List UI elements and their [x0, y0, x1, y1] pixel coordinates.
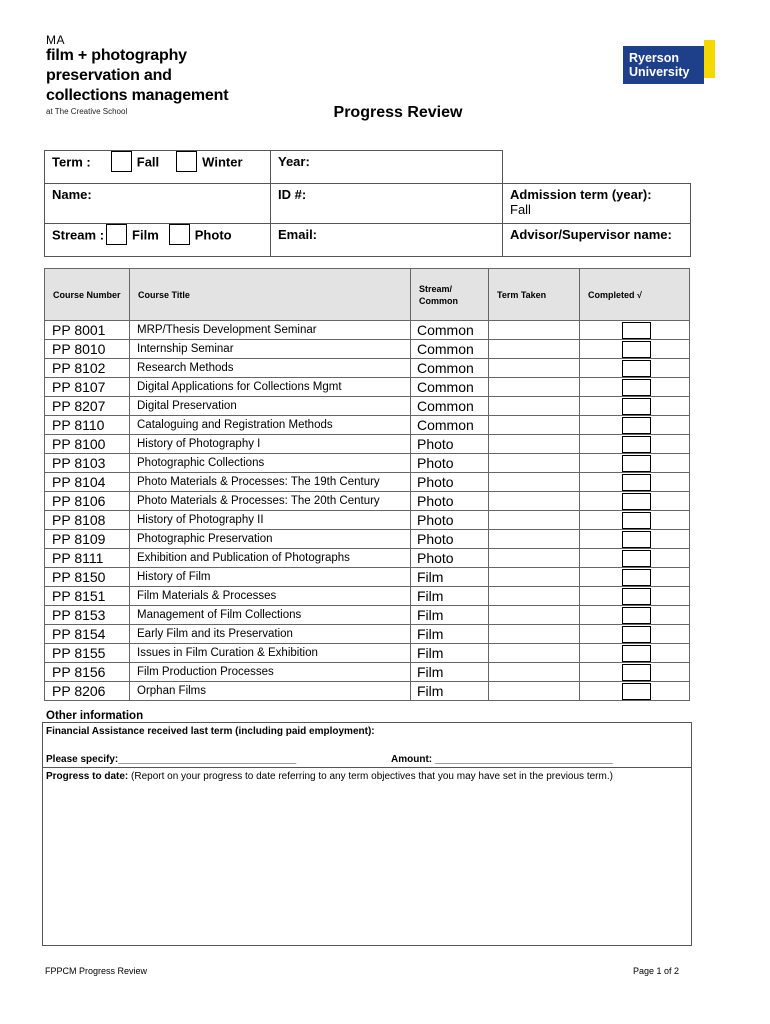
course-number: PP 8106 [45, 492, 130, 511]
course-title: Photo Materials & Processes: The 19th Century [130, 473, 411, 492]
header-course-number: Course Number [45, 269, 130, 321]
amount-field[interactable]: Amount: ________________________________ [391, 754, 613, 765]
course-title: Digital Applications for Collections Mgmt [130, 378, 411, 397]
completed-cell [580, 644, 690, 663]
course-row [45, 663, 690, 682]
course-number: PP 8153 [45, 606, 130, 625]
course-title: Photographic Collections [130, 454, 411, 473]
course-row [45, 340, 690, 359]
completed-cell [580, 682, 690, 701]
completed-cell [580, 492, 690, 511]
course-stream: Film [411, 663, 489, 682]
course-title: Cataloguing and Registration Methods [130, 416, 411, 435]
term-taken-field[interactable] [489, 321, 580, 340]
course-stream: Photo [411, 492, 489, 511]
empty-cell [503, 151, 691, 184]
term-cell [45, 151, 271, 184]
stream-photo-checkbox[interactable] [169, 224, 190, 245]
course-row [45, 625, 690, 644]
university-logo-accent [704, 40, 715, 78]
course-row [45, 359, 690, 378]
course-number: PP 8104 [45, 473, 130, 492]
progress-instructions: (Report on your progress to date referring to any term objectives that you may have set in the previous term.) [128, 771, 613, 782]
course-stream: Photo [411, 549, 489, 568]
course-stream: Common [411, 416, 489, 435]
term-taken-field[interactable] [489, 682, 580, 701]
course-number: PP 8107 [45, 378, 130, 397]
course-stream: Film [411, 644, 489, 663]
other-info-heading: Other information [46, 710, 144, 722]
logo-degree: MA [46, 33, 65, 47]
completed-checkbox[interactable] [622, 455, 651, 472]
course-title: Internship Seminar [130, 340, 411, 359]
term-taken-field[interactable] [489, 454, 580, 473]
course-row [45, 549, 690, 568]
header-course-title: Course Title [130, 269, 411, 321]
term-fall-checkbox[interactable] [111, 151, 132, 172]
term-taken-field[interactable] [489, 625, 580, 644]
term-taken-field[interactable] [489, 416, 580, 435]
term-taken-field[interactable] [489, 435, 580, 454]
course-number: PP 8103 [45, 454, 130, 473]
course-number: PP 8010 [45, 340, 130, 359]
course-number: PP 8156 [45, 663, 130, 682]
course-number: PP 8100 [45, 435, 130, 454]
completed-cell [580, 606, 690, 625]
term-taken-field[interactable] [489, 340, 580, 359]
course-title: Issues in Film Curation & Exhibition [130, 644, 411, 663]
course-stream: Common [411, 397, 489, 416]
term-fall-label: Fall [136, 154, 160, 170]
admission-label: Admission term (year): [510, 187, 652, 202]
stream-photo-label: Photo [194, 227, 232, 243]
course-stream: Common [411, 321, 489, 340]
course-title: History of Film [130, 568, 411, 587]
stream-cell [45, 224, 271, 257]
admission-field[interactable] [503, 184, 691, 224]
completed-cell [580, 378, 690, 397]
course-stream: Photo [411, 530, 489, 549]
stream-label: Stream : [52, 227, 105, 243]
completed-checkbox[interactable] [622, 664, 651, 681]
completed-cell [580, 663, 690, 682]
university-logo-line-1: Ryerson [629, 51, 680, 65]
logo-program-line-2: preservation and [46, 67, 172, 84]
course-title: Digital Preservation [130, 397, 411, 416]
term-taken-field[interactable] [489, 378, 580, 397]
completed-checkbox[interactable] [622, 626, 651, 643]
year-field[interactable] [271, 151, 503, 184]
header-term-taken: Term Taken [489, 269, 580, 321]
logo-program-line-1: film + photography [46, 47, 187, 64]
completed-checkbox[interactable] [622, 493, 651, 510]
progress-to-date-field[interactable] [43, 768, 691, 785]
course-row [45, 378, 690, 397]
course-stream: Photo [411, 473, 489, 492]
university-logo [623, 40, 715, 84]
completed-checkbox[interactable] [622, 588, 651, 605]
completed-checkbox[interactable] [622, 360, 651, 377]
course-stream: Photo [411, 511, 489, 530]
completed-checkbox[interactable] [622, 398, 651, 415]
advisor-field[interactable] [503, 224, 691, 257]
term-taken-field[interactable] [489, 530, 580, 549]
admission-value: Fall [510, 202, 531, 217]
course-number: PP 8150 [45, 568, 130, 587]
please-specify-field[interactable]: Please specify:________________________________ [46, 754, 297, 765]
completed-checkbox[interactable] [622, 645, 651, 662]
completed-cell [580, 435, 690, 454]
term-taken-field[interactable] [489, 359, 580, 378]
completed-cell [580, 625, 690, 644]
course-stream: Common [411, 378, 489, 397]
completed-cell [580, 340, 690, 359]
term-winter-checkbox[interactable] [176, 151, 197, 172]
course-stream: Film [411, 682, 489, 701]
completed-checkbox[interactable] [622, 322, 651, 339]
footer-document-name: FPPCM Progress Review [45, 966, 148, 976]
term-taken-field[interactable] [489, 568, 580, 587]
completed-cell [580, 568, 690, 587]
stream-film-label: Film [132, 227, 159, 243]
completed-checkbox[interactable] [622, 417, 651, 434]
document-title: Progress Review [333, 104, 463, 121]
term-label: Term : [52, 154, 91, 170]
course-row [45, 606, 690, 625]
course-table [44, 268, 690, 701]
course-number: PP 8001 [45, 321, 130, 340]
id-label: ID #: [278, 187, 307, 202]
advisor-label: Advisor/Supervisor name: [510, 227, 672, 242]
course-title: Management of Film Collections [130, 606, 411, 625]
name-label: Name: [52, 187, 92, 202]
course-row [45, 397, 690, 416]
stream-film-checkbox[interactable] [106, 224, 127, 245]
course-title: Film Production Processes [130, 663, 411, 682]
term-taken-field[interactable] [489, 397, 580, 416]
term-taken-field[interactable] [489, 587, 580, 606]
term-taken-field[interactable] [489, 492, 580, 511]
course-row [45, 511, 690, 530]
completed-cell [580, 587, 690, 606]
completed-cell [580, 511, 690, 530]
email-field[interactable] [271, 224, 503, 257]
course-row [45, 530, 690, 549]
course-row [45, 321, 690, 340]
progress-label: Progress to date: [46, 771, 129, 782]
course-title: MRP/Thesis Development Seminar [130, 321, 411, 340]
course-stream: Film [411, 606, 489, 625]
course-row [45, 416, 690, 435]
course-row [45, 587, 690, 606]
course-stream: Photo [411, 435, 489, 454]
course-title: Early Film and its Preservation [130, 625, 411, 644]
completed-checkbox[interactable] [622, 607, 651, 624]
course-row [45, 644, 690, 663]
course-stream: Common [411, 340, 489, 359]
course-number: PP 8207 [45, 397, 130, 416]
completed-cell [580, 321, 690, 340]
name-field[interactable] [45, 184, 271, 224]
course-title: Photo Materials & Processes: The 20th Century [130, 492, 411, 511]
course-number: PP 8206 [45, 682, 130, 701]
id-field[interactable] [271, 184, 503, 224]
completed-checkbox[interactable] [622, 683, 651, 700]
term-taken-field[interactable] [489, 663, 580, 682]
completed-cell [580, 530, 690, 549]
course-stream: Film [411, 587, 489, 606]
financial-assistance-label: Financial Assistance received last term (including paid employment): [46, 726, 375, 737]
course-number: PP 8110 [45, 416, 130, 435]
year-label: Year: [278, 154, 310, 169]
course-stream: Common [411, 359, 489, 378]
course-row [45, 435, 690, 454]
completed-cell [580, 549, 690, 568]
course-title: Film Materials & Processes [130, 587, 411, 606]
course-number: PP 8151 [45, 587, 130, 606]
completed-cell [580, 359, 690, 378]
course-title: History of Photography I [130, 435, 411, 454]
completed-checkbox[interactable] [622, 550, 651, 567]
footer-page-number: Page 1 of 2 [633, 966, 680, 976]
course-title: Research Methods [130, 359, 411, 378]
course-number: PP 8155 [45, 644, 130, 663]
course-row [45, 568, 690, 587]
term-taken-field[interactable] [489, 644, 580, 663]
email-label: Email: [278, 227, 318, 242]
completed-cell [580, 416, 690, 435]
header-stream: Stream/ Common [411, 269, 489, 321]
completed-checkbox[interactable] [622, 341, 651, 358]
logo-school: at The Creative School [46, 107, 128, 116]
completed-checkbox[interactable] [622, 531, 651, 548]
financial-assistance-section [43, 723, 691, 768]
course-title: Orphan Films [130, 682, 411, 701]
header-completed: Completed √ [580, 269, 690, 321]
university-logo-line-2: University [629, 65, 690, 79]
term-winter-label: Winter [202, 154, 243, 170]
term-taken-field[interactable] [489, 511, 580, 530]
course-title: History of Photography II [130, 511, 411, 530]
term-taken-field[interactable] [489, 473, 580, 492]
course-stream: Photo [411, 454, 489, 473]
course-number: PP 8111 [45, 549, 130, 568]
logo-program-line-3: collections management [46, 87, 229, 104]
term-taken-field[interactable] [489, 549, 580, 568]
course-number: PP 8154 [45, 625, 130, 644]
completed-checkbox[interactable] [622, 379, 651, 396]
term-taken-field[interactable] [489, 606, 580, 625]
completed-checkbox[interactable] [622, 436, 651, 453]
course-title: Photographic Preservation [130, 530, 411, 549]
course-stream: Film [411, 625, 489, 644]
course-stream: Film [411, 568, 489, 587]
completed-checkbox[interactable] [622, 512, 651, 529]
completed-cell [580, 454, 690, 473]
course-number: PP 8109 [45, 530, 130, 549]
course-row [45, 454, 690, 473]
course-number: PP 8108 [45, 511, 130, 530]
completed-checkbox[interactable] [622, 474, 651, 491]
completed-cell [580, 397, 690, 416]
course-row [45, 492, 690, 511]
course-row [45, 473, 690, 492]
course-title: Exhibition and Publication of Photographs [130, 549, 411, 568]
course-row [45, 682, 690, 701]
other-info-box [42, 722, 692, 946]
course-number: PP 8102 [45, 359, 130, 378]
student-info-table [44, 150, 691, 257]
completed-cell [580, 473, 690, 492]
completed-checkbox[interactable] [622, 569, 651, 586]
